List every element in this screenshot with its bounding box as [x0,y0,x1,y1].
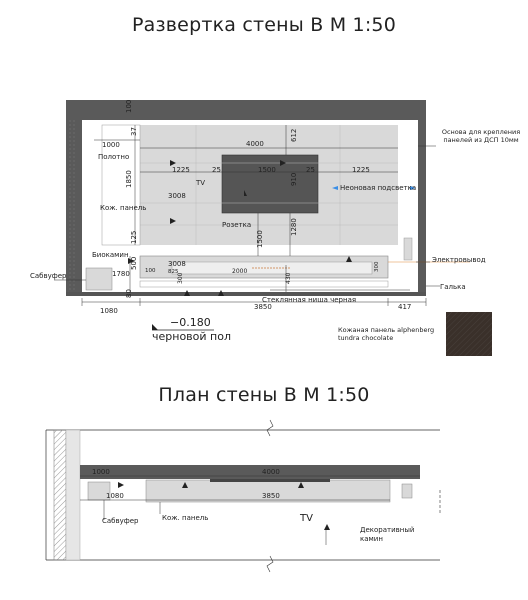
label-osnova: Основа для крепления панелей из ДСП 10мм [441,128,521,144]
plan-label-tv: TV [300,513,313,524]
label-galka: Галька [440,283,466,291]
label-koj-panel: Кож. панель [100,204,147,212]
dim-825: 825 [168,269,179,275]
elevation-title: Развертка стены В М 1:50 [131,14,397,36]
dim-1280: 1280 [290,218,298,236]
plan-label-sabvufer: Сабвуфер [102,517,139,525]
dim-2000: 2000 [232,268,248,275]
dim-1225-right: 1225 [352,166,370,174]
label-rozetka: Розетка [222,221,252,229]
plan-title: План стены В М 1:50 [158,384,370,406]
dim-500: 500 [130,256,138,270]
plan-dim-1000: 1000 [92,468,110,476]
subwoofer [86,268,112,290]
dim-100-small: 100 [145,268,156,274]
plan-column [54,430,66,560]
dim-1000: 1000 [102,141,120,149]
dim-1780: 1780 [112,270,130,278]
dim-3008-bottom: 3008 [168,260,186,268]
plan-wall-strip [80,465,420,479]
label-neon: Неоновая подсветка [340,184,417,192]
dim-3850: 3850 [254,303,272,311]
label-sabvufer: Сабвуфер [30,272,67,280]
dim-37: 37 [130,127,138,136]
dim-612: 612 [290,128,298,142]
dim-1500-v: 1500 [256,230,264,248]
dim-80: 80 [125,289,133,298]
dim-1850: 1850 [125,170,133,188]
elevation-drawing [30,100,526,356]
dim-300-a: 300 [374,261,380,272]
dim-25-left: 25 [212,166,221,174]
floor-band [66,292,426,296]
dim-125: 125 [130,230,138,244]
dim-25-right: 25 [306,166,315,174]
dim-3008-top: 3008 [168,192,186,200]
plan-dim-4000: 4000 [262,468,280,476]
dim-430: 430 [285,272,292,284]
plan-label-koj-panel: Кож. панель [162,514,209,522]
dim-1500: 1500 [258,166,276,174]
label-tv: TV [196,179,206,187]
floor-label: черновой пол [152,330,231,343]
leather-label: Кожаная панель alphenberg tundra chocolate [338,326,435,342]
dim-910: 910 [290,172,298,186]
plan-label-decor-wrap [360,526,430,550]
tv-screen [222,155,318,213]
dim-100-top: 100 [125,99,133,113]
plan-dim-3850: 3850 [262,492,280,500]
label-polotno: Полотно [98,153,130,161]
label-elektro: Электровывод [432,256,486,264]
label-steklo: Стеклянная ниша черная [262,296,357,304]
dim-4000: 4000 [246,140,264,148]
dim-1225-left: 1225 [172,166,190,174]
plan-label-decor: Декоративный камин [360,526,415,543]
level-mark: −0.180 [170,316,211,329]
label-osnova-wrap [436,128,526,156]
leather-label-wrap [338,326,448,350]
dim-300-b: 300 [177,272,184,284]
dim-417: 417 [398,303,412,311]
plan-dim-1080: 1080 [106,492,124,500]
label-biokamin: Биокамин [92,251,129,259]
plan-drawing [46,420,440,572]
dim-1080: 1080 [100,307,118,315]
